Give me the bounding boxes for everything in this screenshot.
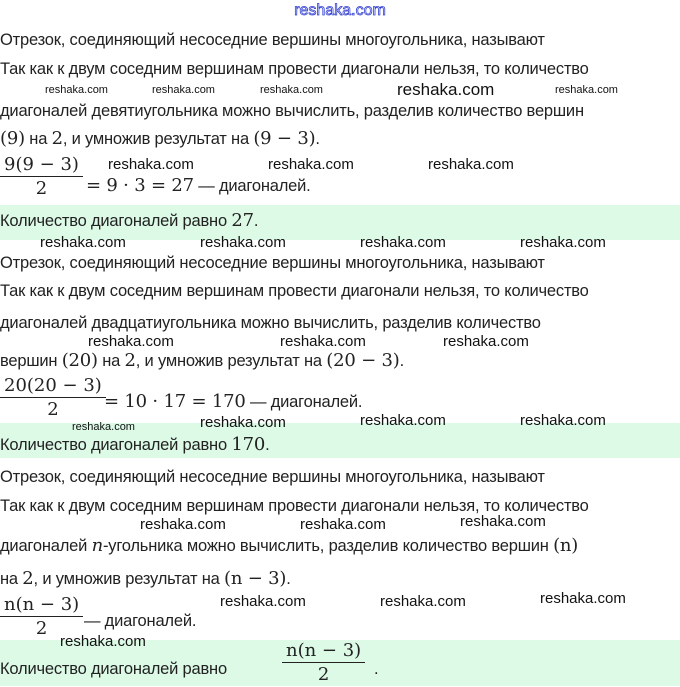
watermark: reshaka.com: [220, 593, 306, 610]
watermark: reshaka.com: [555, 84, 618, 96]
watermark: reshaka.com: [540, 590, 626, 607]
text: .: [399, 352, 404, 370]
numerator: n(n − 3): [0, 594, 83, 617]
watermark: reshaka.com: [520, 412, 606, 429]
s3-answer-dot: .: [374, 660, 379, 678]
watermark: reshaka.com: [140, 516, 226, 533]
text: — диагоналей.: [245, 393, 363, 411]
math: (9): [0, 128, 25, 149]
watermark: reshaka.com: [443, 333, 529, 350]
s2-equation: [104, 393, 362, 412]
text: на: [97, 352, 125, 370]
math: 170: [231, 434, 266, 455]
s3-line3: [0, 537, 578, 556]
watermark: reshaka.com: [268, 156, 354, 173]
s3-answer: [0, 660, 227, 679]
text: Количество диагоналей равно: [0, 436, 232, 454]
watermark: reshaka.com: [460, 513, 546, 530]
math: (9 − 3): [253, 128, 316, 149]
text: .: [265, 436, 270, 454]
watermark: reshaka.com: [45, 84, 108, 96]
s2-answer: [0, 436, 270, 455]
denominator: 2: [317, 664, 330, 685]
watermark: reshaka.com: [520, 234, 606, 251]
watermark: reshaka.com: [108, 156, 194, 173]
text: .: [253, 212, 259, 230]
text: на: [24, 130, 52, 148]
watermark: reshaka.com: [88, 333, 174, 350]
numerator: 9(9 − 3): [0, 154, 83, 177]
watermark: reshaka.com: [260, 84, 323, 96]
header-watermark[interactable]: reshaka.com: [294, 2, 386, 19]
denominator: 2: [47, 399, 59, 420]
s2-line1: Отрезок, соединяющий несоседние вершины многоугольника, называют: [0, 254, 545, 272]
s3-answer-fraction: [282, 640, 365, 687]
text: , и умножив результат на: [33, 570, 225, 588]
s2-line3: диагоналей двадцатиугольника можно вычислить, разделив количество: [0, 314, 541, 332]
s1-equation: [86, 177, 311, 196]
watermark: reshaka.com: [200, 234, 286, 251]
text: диагоналей: [0, 537, 92, 555]
watermark: reshaka.com: [60, 633, 146, 650]
s1-line1: Отрезок, соединяющий несоседние вершины многоугольника, называют: [0, 31, 545, 49]
text: -угольника можно вычислить, разделив количество вершин: [102, 537, 554, 555]
s1-answer: [0, 212, 258, 231]
math: (20): [61, 350, 98, 371]
math: 2: [51, 128, 63, 149]
text: , и умножив результат на: [135, 352, 327, 370]
s2-line2: Так как к двум соседним вершинам провести диагонали нельзя, то количество: [0, 282, 589, 300]
watermark: reshaka.com: [152, 84, 215, 96]
watermark: reshaka.com: [428, 156, 514, 173]
s1-fraction: [0, 154, 83, 201]
text: — диагоналей.: [193, 177, 311, 195]
denominator: 2: [35, 178, 48, 199]
numerator: n(n − 3): [282, 640, 365, 663]
text: Количество диагоналей равно: [0, 212, 232, 230]
math: = 10 · 17 = 170: [104, 391, 246, 412]
watermark: reshaka.com: [40, 234, 126, 251]
watermark: reshaka.com: [200, 414, 286, 431]
text: вершин: [0, 352, 62, 370]
math: 2: [124, 350, 136, 371]
s2-fraction: [0, 375, 106, 422]
text: .: [315, 130, 320, 148]
s3-equation: — диагоналей.: [84, 612, 197, 630]
math: = 9 · 3 = 27: [86, 175, 194, 196]
watermark: reshaka.com: [72, 421, 135, 433]
watermark: reshaka.com: [300, 516, 386, 533]
math: n: [91, 535, 103, 556]
watermark: reshaka.com: [360, 412, 446, 429]
s2-line4: [0, 352, 404, 371]
text: Количество диагоналей равно: [0, 660, 227, 678]
watermark: reshaka.com: [280, 333, 366, 350]
math: (n): [553, 535, 579, 556]
math: (n − 3): [224, 568, 287, 589]
math: 2: [22, 568, 34, 589]
watermark: reshaka.com: [360, 234, 446, 251]
watermark: reshaka.com: [380, 593, 466, 610]
numerator: 20(20 − 3): [0, 375, 106, 398]
s1-line3: диагоналей девятиугольника можно вычислить, разделив количество вершин: [0, 102, 584, 120]
s3-line4: [0, 570, 291, 589]
s1-line4: [0, 130, 320, 149]
watermark: reshaka.com: [397, 80, 495, 99]
text: , и умножив результат на: [62, 130, 254, 148]
s3-line1: Отрезок, соединяющий несоседние вершины многоугольника, называют: [0, 468, 545, 486]
s3-line2: Так как к двум соседним вершинам провести диагонали нельзя, то количество: [0, 497, 589, 515]
denominator: 2: [35, 618, 48, 639]
text: .: [286, 570, 291, 588]
s1-line2: Так как к двум соседним вершинам провести диагонали нельзя, то количество: [0, 60, 589, 78]
math: 27: [231, 210, 254, 231]
text: на: [0, 570, 23, 588]
math: (20 − 3): [326, 350, 400, 371]
